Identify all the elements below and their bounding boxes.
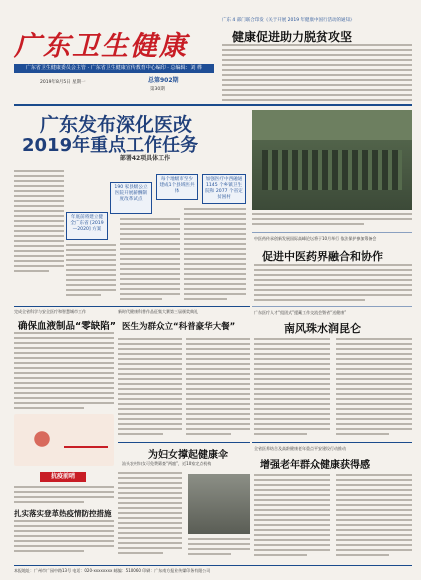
section-divider-3: [252, 442, 412, 443]
mid-headline: 医生为群众立“科普豪华大餐”: [122, 322, 236, 332]
footer-rule: [14, 565, 412, 566]
issue-number: 总第902期: [148, 77, 179, 84]
lead-photo-caption: [252, 213, 412, 231]
bottom-left-headline: 扎实落实登革热疫情防控措施: [14, 509, 112, 518]
bottom-right-kicker: 全省医养结合及高龄健康老年重点平安建设行动推动: [254, 446, 346, 451]
bottom-mid-deck: 汕头农村妇女可免费筛查“两癌”，近10家定点机构: [122, 461, 212, 466]
footer-text: 本报地址：广州市广园中路13号 电话：020-xxxxxxxx 邮编：510060 印刷：广东南方报业传媒印务有限公司: [14, 568, 211, 573]
section-divider-2: [118, 442, 250, 443]
masthead-title: 广东卫生健康: [14, 31, 188, 62]
top-right-body: [222, 44, 412, 109]
left-body: [14, 332, 114, 412]
masthead-info-bar: 广东省卫生健康委员会主管 · 广东省卫生健康宣传教育中心编印 · 总编辑：刘 桦: [14, 64, 214, 73]
lead-fact-box-4: 年底前将建立健全广东省 [2019—2020] 方案: [66, 212, 108, 240]
bottom-left-badge: 抗疫前哨: [40, 472, 86, 482]
bottom-mid-body-col1: [118, 472, 182, 562]
bottom-right-body-col2: [336, 474, 412, 562]
bottom-mid-photo: [188, 474, 250, 534]
right-mid-headline: 促进中医药界融合和协作: [262, 250, 383, 263]
right-mid-body: [254, 264, 412, 304]
issue-pages: 第30期: [150, 87, 165, 92]
mid-body-col1: [118, 338, 182, 438]
left-kicker: 完成全省科学与安全医疗和智慧城市工作: [14, 309, 86, 314]
top-right-headline: 健康促进助力脱贫攻坚: [232, 30, 353, 44]
lead-fact-box-3: 加强医疗中西融通 1145 个乡镇卫生院和 2077 个省定贫困村: [202, 174, 246, 204]
right-mid-kicker: 中医药传承创新发展国际高峰论坛将于10月举行 依法保护参加筹备会: [254, 236, 377, 241]
right-mid-divider: [252, 232, 412, 233]
bottom-mid-body-col2: [188, 538, 250, 562]
bottom-left-body: [14, 486, 114, 506]
lead-fact-box-2: 每个地级市至少建成1个县域医共体: [156, 174, 198, 200]
lead-body-col3: [120, 218, 180, 303]
bottom-right-body-col1: [254, 474, 330, 562]
mid-kicker: 新时代健康科普作品征集大赛第三届颁奖典礼: [118, 309, 198, 314]
lead-headline-1: 广东发布深化医改: [40, 114, 193, 136]
section-divider-1: [14, 306, 250, 307]
issue-date: 2019年8月5日 星期一: [40, 80, 86, 85]
right-lower-body-col1: [254, 338, 330, 438]
lead-headline-2: 2019年重点工作任务: [22, 135, 199, 156]
lead-fact-box-1: 190 家县级公立医院开展薪酬制度改革试点: [110, 182, 152, 214]
bottom-left-body-2: [14, 520, 114, 560]
right-lower-divider: [252, 306, 412, 307]
lead-body-col1: [14, 170, 64, 275]
lead-deck: 部署42项具体工作: [119, 155, 171, 162]
right-lower-body-col2: [336, 338, 412, 438]
bottom-right-headline: 增强老年群众健康获得感: [260, 460, 370, 471]
mid-body-col2: [186, 338, 250, 438]
lead-photo: [252, 110, 412, 210]
left-headline: 确保血液制品“零缺陷”: [18, 321, 116, 332]
top-right-kicker: 广东 4 部门联合印发《关于开展 2019 年健康中国行活动的通知》: [222, 18, 355, 23]
lead-body-col2: [66, 244, 116, 304]
bottom-mid-headline: 为妇女撑起健康伞: [148, 450, 228, 461]
lead-body-col4: [184, 208, 246, 303]
masthead-divider: [14, 104, 412, 106]
right-lower-kicker: 广东医疗人才“组团式”援藏工作交流会暨省“送健康”: [254, 310, 347, 315]
left-illustration: [14, 414, 114, 466]
right-lower-headline: 南风珠水润昆仑: [284, 322, 361, 335]
